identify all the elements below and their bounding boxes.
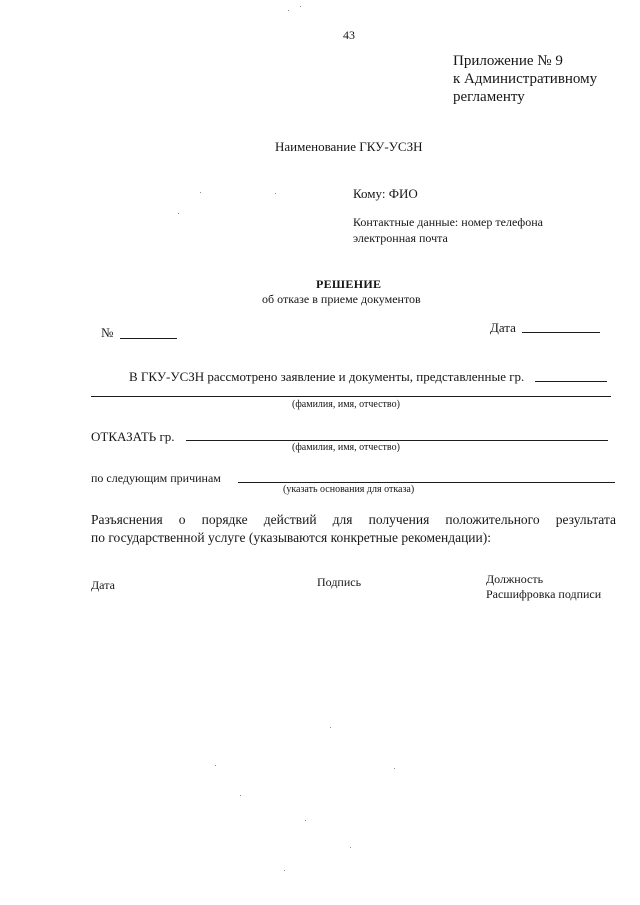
scan-speck xyxy=(330,727,331,728)
appendix-line-1: Приложение № 9 xyxy=(453,53,563,69)
appendix-line-3: регламенту xyxy=(453,89,525,105)
fio-hint-1: (фамилия, имя, отчество) xyxy=(292,399,400,410)
scan-speck xyxy=(288,10,289,11)
date-label: Дата xyxy=(490,320,516,335)
reviewed-fio-line-end xyxy=(535,381,607,382)
scan-speck xyxy=(178,213,179,214)
page-number: 43 xyxy=(343,28,355,42)
fio-hint-2: (фамилия, имя, отчество) xyxy=(292,442,400,453)
scan-speck xyxy=(240,795,241,796)
scan-speck xyxy=(300,6,301,7)
signature-decode: Расшифровка подписи xyxy=(486,587,602,601)
scan-speck xyxy=(275,193,276,194)
explanation-line-2: по государственной услуге (указываются конкретные рекомендации): xyxy=(91,530,491,545)
number-field-line xyxy=(120,338,177,339)
scan-speck xyxy=(284,870,285,871)
org-name: Наименование ГКУ-УСЗН xyxy=(275,139,423,154)
scan-speck xyxy=(215,765,216,766)
signature-date: Дата xyxy=(91,578,115,592)
appendix-line-2: к Административному xyxy=(453,71,598,87)
reasons-label: по следующим причинам xyxy=(91,471,221,485)
reviewed-fio-line xyxy=(91,396,611,397)
scan-speck xyxy=(200,192,201,193)
reasons-line xyxy=(238,482,615,483)
explanation-line-1: Разъяснения о порядке действий для получения положительного результата xyxy=(91,512,616,527)
scan-speck xyxy=(350,847,351,848)
recipient-to: Кому: ФИО xyxy=(353,186,418,201)
reasons-hint: (указать основания для отказа) xyxy=(283,484,415,495)
number-label: № xyxy=(101,325,114,340)
signature-position: Должность xyxy=(486,572,544,586)
document-subtitle: об отказе в приеме документов xyxy=(262,292,421,306)
signature-sign: Подпись xyxy=(317,575,362,589)
scan-speck xyxy=(394,768,395,769)
scan-speck xyxy=(305,820,306,821)
refuse-fio-line xyxy=(186,440,608,441)
date-field-line xyxy=(522,332,600,333)
document-title: РЕШЕНИЕ xyxy=(316,277,382,291)
refuse-label: ОТКАЗАТЬ гр. xyxy=(91,429,175,444)
reviewed-text: В ГКУ-УСЗН рассмотрено заявление и документы, представленные гр. xyxy=(129,369,525,384)
contact-line-2: электронная почта xyxy=(353,231,448,245)
contact-line-1: Контактные данные: номер телефона xyxy=(353,215,543,229)
